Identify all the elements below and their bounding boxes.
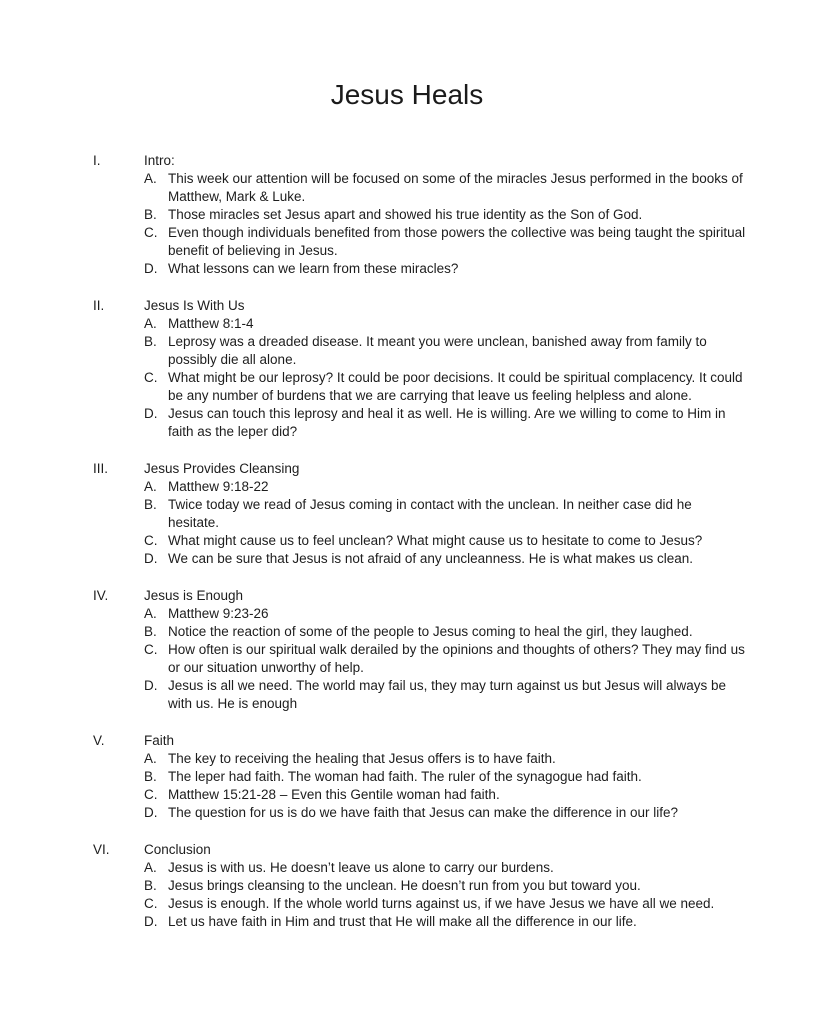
- outline-item: [144, 550, 746, 568]
- item-text: Matthew 9:23-26: [168, 606, 269, 621]
- outline-item: [144, 315, 746, 333]
- item-text: Twice today we read of Jesus coming in contact with the unclean. In neither case did he hesitate.: [168, 497, 692, 530]
- section-numeral: II.: [93, 298, 105, 313]
- item-label: B.: [144, 624, 157, 639]
- outline-item: [144, 859, 746, 877]
- outline-item: [144, 405, 746, 441]
- outline-section-conclusion: [93, 841, 774, 931]
- document-title: Jesus Heals: [330, 79, 484, 110]
- item-label: D.: [144, 406, 158, 421]
- section-body: [144, 587, 746, 713]
- outline-item: [144, 750, 746, 768]
- outline-item: [144, 877, 746, 895]
- section-body: [144, 732, 746, 822]
- outline-section-jesus-is-with-us: [93, 297, 774, 441]
- outline-item: [144, 333, 746, 369]
- item-label: B.: [144, 878, 157, 893]
- section-heading: Intro:: [144, 153, 175, 168]
- outline-item: [144, 532, 746, 550]
- item-text: What lessons can we learn from these miracles?: [168, 261, 459, 276]
- outline-item: [144, 496, 746, 532]
- item-text: Matthew 8:1-4: [168, 316, 254, 331]
- item-text: Leprosy was a dreaded disease. It meant you were unclean, banished away from family to possibly die all alone.: [168, 334, 707, 367]
- item-text: Matthew 15:21-28 – Even this Gentile woman had faith.: [168, 787, 500, 802]
- item-text: Notice the reaction of some of the people to Jesus coming to heal the girl, they laughed.: [168, 624, 693, 639]
- item-label: C.: [144, 896, 158, 911]
- item-text: The leper had faith. The woman had faith. The ruler of the synagogue had faith.: [168, 769, 642, 784]
- outline: [0, 152, 814, 931]
- item-label: C.: [144, 642, 158, 657]
- item-text: We can be sure that Jesus is not afraid of any uncleanness. He is what makes us clean.: [168, 551, 694, 566]
- item-label: B.: [144, 769, 157, 784]
- item-text: Let us have faith in Him and trust that He will make all the difference in our life.: [168, 914, 637, 929]
- outline-section-intro: [93, 152, 774, 278]
- section-body: [144, 841, 746, 931]
- item-label: D.: [144, 261, 158, 276]
- item-label: D.: [144, 551, 158, 566]
- outline-section-faith: [93, 732, 774, 822]
- item-label: A.: [144, 751, 157, 766]
- outline-item: [144, 913, 746, 931]
- section-numeral: I.: [93, 153, 101, 168]
- item-text: How often is our spiritual walk derailed by the opinions and thoughts of others? They may find us or our situation unworthy of help.: [168, 642, 745, 675]
- item-label: C.: [144, 370, 158, 385]
- outline-item: [144, 224, 746, 260]
- item-text: Even though individuals benefited from those powers the collective was being taught the spiritual benefit of believing in Jesus.: [168, 225, 746, 258]
- item-label: B.: [144, 207, 157, 222]
- outline-section-jesus-is-enough: [93, 587, 774, 713]
- section-heading: Jesus Provides Cleansing: [144, 461, 300, 476]
- item-label: B.: [144, 334, 157, 349]
- item-text: Those miracles set Jesus apart and showed his true identity as the Son of God.: [168, 207, 643, 222]
- section-heading: Jesus Is With Us: [144, 298, 245, 313]
- section-numeral: III.: [93, 461, 109, 476]
- item-text: This week our attention will be focused on some of the miracles Jesus performed in the books of Matthew, Mark & Luke.: [168, 171, 743, 204]
- section-body: [144, 152, 746, 278]
- section-heading: Conclusion: [144, 842, 211, 857]
- item-text: Jesus is with us. He doesn’t leave us alone to carry our burdens.: [168, 860, 554, 875]
- outline-item: [144, 478, 746, 496]
- item-text: Jesus can touch this leprosy and heal it as well. He is willing. Are we willing to come to Him in faith as the leper did?: [168, 406, 726, 439]
- outline-item: [144, 895, 746, 913]
- outline-item: [144, 605, 746, 623]
- outline-item: [144, 369, 746, 405]
- item-label: D.: [144, 914, 158, 929]
- item-label: C.: [144, 787, 158, 802]
- item-label: A.: [144, 606, 157, 621]
- item-text: What might be our leprosy? It could be poor decisions. It could be spiritual complacency. It could be any number of burdens that we are carrying that leave us feeling helpless and alone.: [168, 370, 743, 403]
- item-text: Matthew 9:18-22: [168, 479, 269, 494]
- item-label: A.: [144, 479, 157, 494]
- section-heading: Faith: [144, 733, 175, 748]
- item-label: B.: [144, 497, 157, 512]
- item-text: The question for us is do we have faith that Jesus can make the difference in our life?: [168, 805, 679, 820]
- section-numeral: VI.: [93, 842, 110, 857]
- item-text: What might cause us to feel unclean? What might cause us to hesitate to come to Jesus?: [168, 533, 703, 548]
- item-label: D.: [144, 805, 158, 820]
- item-label: A.: [144, 860, 157, 875]
- outline-item: [144, 641, 746, 677]
- section-heading: Jesus is Enough: [144, 588, 244, 603]
- item-text: Jesus brings cleansing to the unclean. He doesn’t run from you but toward you.: [168, 878, 641, 893]
- outline-item: [144, 623, 746, 641]
- outline-section-jesus-provides-cleansing: [93, 460, 774, 568]
- outline-item: [144, 786, 746, 804]
- item-text: Jesus is all we need. The world may fail us, they may turn against us but Jesus will always be with us. He is enough: [168, 678, 727, 711]
- section-numeral: IV.: [93, 588, 109, 603]
- item-label: A.: [144, 316, 157, 331]
- outline-item: [144, 260, 746, 278]
- item-label: C.: [144, 533, 158, 548]
- item-label: C.: [144, 225, 158, 240]
- outline-item: [144, 804, 746, 822]
- item-text: The key to receiving the healing that Jesus offers is to have faith.: [168, 751, 556, 766]
- item-text: Jesus is enough. If the whole world turns against us, if we have Jesus we have all we need.: [168, 896, 715, 911]
- outline-item: [144, 768, 746, 786]
- outline-item: [144, 677, 746, 713]
- outline-item: [144, 206, 746, 224]
- item-label: D.: [144, 678, 158, 693]
- outline-item: [144, 170, 746, 206]
- section-body: [144, 297, 746, 441]
- section-numeral: V.: [93, 733, 105, 748]
- item-label: A.: [144, 171, 157, 186]
- section-body: [144, 460, 746, 568]
